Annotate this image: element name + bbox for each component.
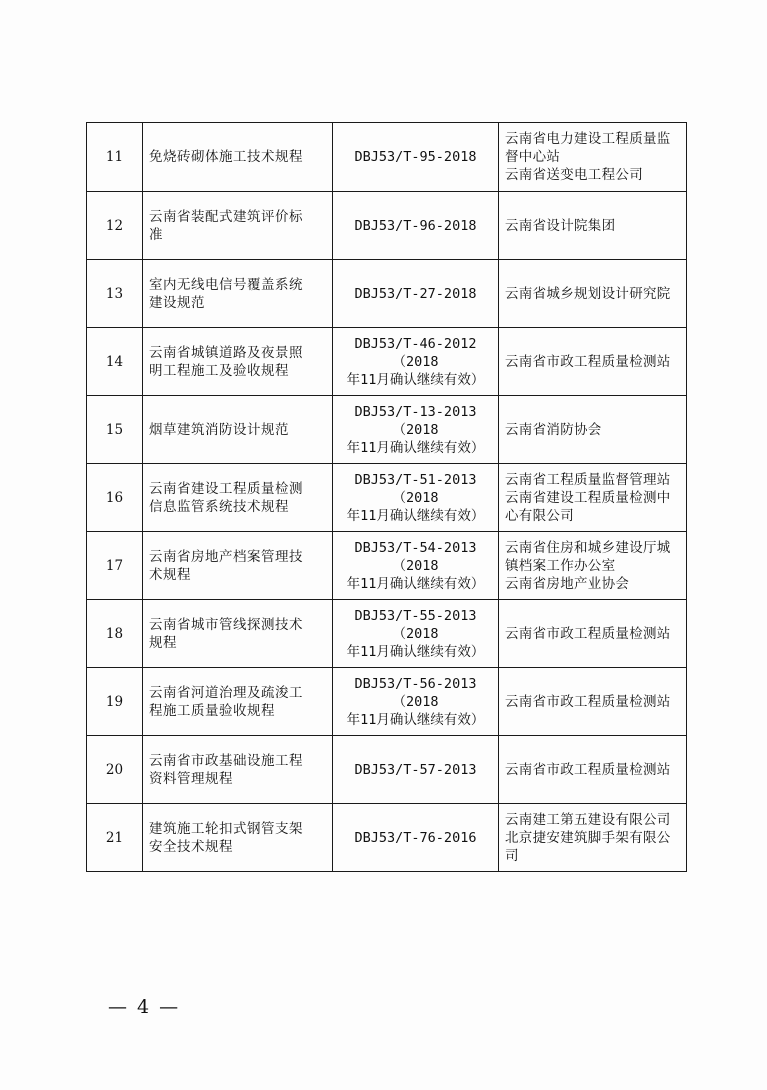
editing-organization-line: 云南省市政工程质量检测站 <box>505 761 671 778</box>
table-row <box>87 600 687 668</box>
standard-name-line: 规程 <box>149 634 177 651</box>
standard-code-line: 年11月确认继续有效） <box>346 371 485 388</box>
standard-code-line: 年11月确认继续有效） <box>346 575 485 592</box>
standard-name <box>143 600 333 668</box>
standard-code <box>333 123 499 192</box>
standard-code-line: 年11月确认继续有效） <box>346 507 485 524</box>
editing-organization-line: 云南省工程质量监督管理站 <box>505 471 671 488</box>
standard-name-line: 免烧砖砌体施工技术规程 <box>149 149 303 165</box>
standard-name-line: 准 <box>149 226 163 243</box>
table-row <box>87 192 687 260</box>
table-row <box>87 328 687 396</box>
table-row <box>87 532 687 600</box>
editing-organization <box>499 396 687 464</box>
editing-organization <box>499 328 687 396</box>
editing-organization <box>499 668 687 736</box>
standard-code <box>333 328 499 396</box>
editing-organization-line: 云南省电力建设工程质量监 <box>505 131 671 147</box>
standard-code-line: DBJ53/T-46-2012（2018 <box>354 335 477 370</box>
table-row <box>87 260 687 328</box>
table-row <box>87 668 687 736</box>
table-row <box>87 736 687 804</box>
editing-organization-line: 云南省市政工程质量检测站 <box>505 693 671 710</box>
row-number: 13 <box>87 260 143 328</box>
row-number: 14 <box>87 328 143 396</box>
standard-name <box>143 464 333 532</box>
page-number: — 4 — <box>108 996 181 1018</box>
row-number: 19 <box>87 668 143 736</box>
editing-organization-line: 云南省建设工程质量检测中 <box>505 489 671 506</box>
standard-name <box>143 396 333 464</box>
standard-name-line: 云南省装配式建筑评价标 <box>149 208 303 225</box>
editing-organization-line: 云南省设计院集团 <box>505 217 616 234</box>
standard-code <box>333 192 499 260</box>
standard-name-line: 信息监管系统技术规程 <box>149 498 289 515</box>
editing-organization-line: 司 <box>505 847 519 864</box>
table-row <box>87 804 687 872</box>
editing-organization-line: 云南省送变电工程公司 <box>505 167 643 183</box>
editing-organization-line: 云南省市政工程质量检测站 <box>505 353 671 370</box>
standard-code-line: 年11月确认继续有效） <box>346 439 485 456</box>
standard-code-line: DBJ53/T-55-2013（2018 <box>354 607 477 642</box>
row-number: 21 <box>87 804 143 872</box>
standard-code-line: DBJ53/T-57-2013 <box>354 761 477 778</box>
standard-code-line: DBJ53/T-51-2013（2018 <box>354 471 477 506</box>
standard-name-line: 程施工质量验收规程 <box>149 702 275 719</box>
standard-name-line: 术规程 <box>149 566 191 583</box>
standard-code <box>333 464 499 532</box>
standard-code-line: DBJ53/T-56-2013（2018 <box>354 675 477 710</box>
standard-code-line: 年11月确认继续有效） <box>346 711 485 728</box>
standard-code-line: DBJ53/T-54-2013（2018 <box>354 539 477 574</box>
row-number: 12 <box>87 192 143 260</box>
editing-organization-line: 心有限公司 <box>505 507 574 524</box>
editing-organization-line: 云南省市政工程质量检测站 <box>505 625 671 642</box>
editing-organization <box>499 804 687 872</box>
row-number: 18 <box>87 600 143 668</box>
standard-name-line: 建设规范 <box>149 294 205 311</box>
standard-name-line: 云南省建设工程质量检测 <box>149 480 303 497</box>
standard-name-line: 建筑施工轮扣式钢管支架 <box>149 820 303 837</box>
standard-name-line: 云南省城市管线探测技术 <box>149 616 303 633</box>
standard-name-line: 烟草建筑消防设计规范 <box>149 421 289 438</box>
standard-code-line: 年11月确认继续有效） <box>346 643 485 660</box>
standard-code <box>333 532 499 600</box>
standard-code-line: DBJ53/T-13-2013（2018 <box>354 403 477 438</box>
standard-name <box>143 804 333 872</box>
row-number: 15 <box>87 396 143 464</box>
editing-organization <box>499 464 687 532</box>
editing-organization-line: 督中心站 <box>505 149 561 165</box>
standard-name <box>143 328 333 396</box>
standard-name-line: 云南省市政基础设施工程 <box>149 752 303 769</box>
standard-name-line: 室内无线电信号覆盖系统 <box>149 276 303 293</box>
table-row <box>87 123 687 192</box>
standard-name-line: 安全技术规程 <box>149 838 233 855</box>
table-row <box>87 464 687 532</box>
standard-name <box>143 668 333 736</box>
table-row <box>87 396 687 464</box>
standard-code <box>333 804 499 872</box>
editing-organization-line: 云南省房地产业协会 <box>505 575 630 592</box>
editing-organization <box>499 532 687 600</box>
standard-code <box>333 260 499 328</box>
standard-name <box>143 192 333 260</box>
editing-organization <box>499 736 687 804</box>
standards-table <box>86 122 687 872</box>
editing-organization-line: 云南省住房和城乡建设厅城 <box>505 539 671 556</box>
editing-organization-line: 云南省城乡规划设计研究院 <box>505 285 671 302</box>
standard-code-line: DBJ53/T-76-2016 <box>354 829 477 846</box>
standard-name-line: 云南省河道治理及疏浚工 <box>149 684 303 701</box>
standard-name <box>143 736 333 804</box>
standard-code <box>333 600 499 668</box>
standard-name <box>143 123 333 192</box>
standard-code-line: DBJ53/T-27-2018 <box>354 285 477 302</box>
editing-organization <box>499 600 687 668</box>
row-number: 16 <box>87 464 143 532</box>
standard-name <box>143 532 333 600</box>
row-number: 17 <box>87 532 143 600</box>
standard-code <box>333 736 499 804</box>
editing-organization-line: 云南建工第五建设有限公司 <box>505 811 671 828</box>
standard-name <box>143 260 333 328</box>
editing-organization <box>499 123 687 192</box>
standard-name-line: 云南省房地产档案管理技 <box>149 548 303 565</box>
editing-organization-line: 云南省消防协会 <box>505 421 602 438</box>
standards-table-body <box>87 123 687 872</box>
standard-code-line: DBJ53/T-95-2018 <box>354 149 477 165</box>
editing-organization-line: 镇档案工作办公室 <box>505 557 616 574</box>
standard-name-line: 云南省城镇道路及夜景照 <box>149 344 303 361</box>
editing-organization-line: 北京捷安建筑脚手架有限公 <box>505 829 671 846</box>
editing-organization <box>499 192 687 260</box>
standard-code <box>333 668 499 736</box>
standard-code <box>333 396 499 464</box>
editing-organization <box>499 260 687 328</box>
row-number: 11 <box>87 123 143 192</box>
standard-name-line: 明工程施工及验收规程 <box>149 362 289 379</box>
standard-code-line: DBJ53/T-96-2018 <box>354 217 477 234</box>
row-number: 20 <box>87 736 143 804</box>
standard-name-line: 资料管理规程 <box>149 770 233 787</box>
